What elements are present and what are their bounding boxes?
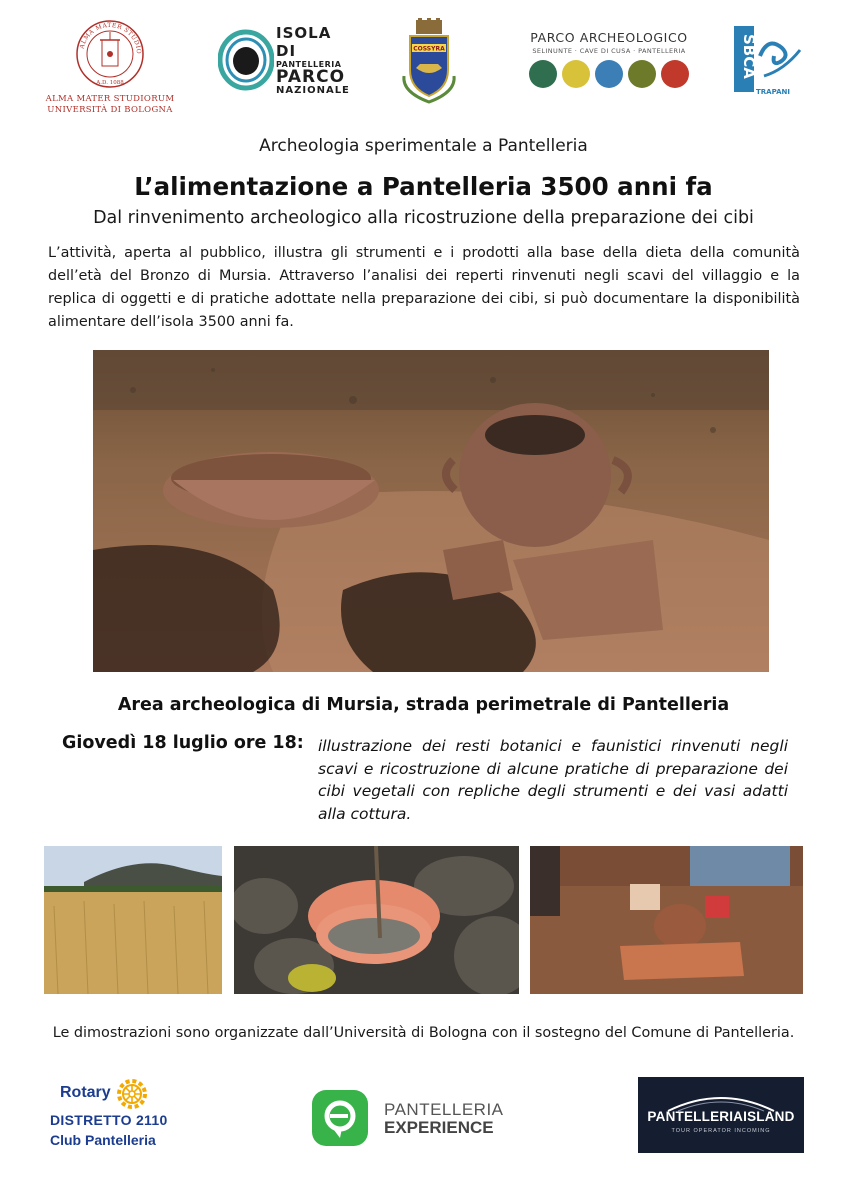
parco-emblem-icon	[529, 60, 557, 88]
event-location: Area archeologica di Mursia, strada perimetrale di Pantelleria	[117, 695, 730, 715]
sbca-trapani-logo	[734, 26, 804, 96]
parco-archeologico-subtitle: SELINUNTE · CAVE DI CUSA · PANTELLERIA	[532, 47, 686, 55]
parco-emblem-icon	[661, 60, 689, 88]
organizers-credits: Le dimostrazioni sono organizzate dall’Università di Bologna con il sostegno del Comune di Pantelleria.	[52, 1025, 795, 1041]
kicker-heading: Archeologia sperimentale a Pantelleria	[259, 136, 588, 156]
university-of-bologna-logo	[40, 18, 180, 118]
page-subtitle: Dal rinvenimento archeologico alla ricostruzione della preparazione dei cibi	[93, 208, 754, 228]
crest-icon	[400, 18, 458, 104]
rotary-name: Rotary	[60, 1084, 111, 1101]
parco-nazionale-line-4: NAZIONALE	[276, 85, 350, 96]
event-date: Giovedì 18 luglio ore 18:	[62, 733, 304, 753]
pantelleria-island-logo	[638, 1077, 804, 1153]
cossyra-crest-logo	[400, 18, 458, 104]
pantelleria-experience-logo	[312, 1090, 512, 1146]
parco-emblem-icon	[628, 60, 656, 88]
event-description: illustrazione dei resti botanici e faunistici rinvenuti negli scavi e ricostruzione di alcune pratiche di preparazione dei cibi vegetali con repliche degli strumenti e dei vasi adatti alla cottura.	[318, 737, 788, 823]
svg-text:ALMA MATER STUDIORUM: ALMA MATER STUDIO	[78, 21, 143, 55]
parco-archeologico-logo	[516, 30, 702, 94]
parco-emblem-icon	[562, 60, 590, 88]
parco-nazionale-line-3: PARCO	[276, 67, 346, 87]
island-tagline: TOUR OPERATOR INCOMING	[671, 1128, 771, 1134]
photo-wheat-field	[44, 846, 222, 994]
rotary-district: DISTRETTO 2110	[50, 1112, 168, 1128]
page-title: L’alimentazione a Pantelleria 3500 anni fa	[134, 172, 713, 201]
rotary-wheel-icon	[116, 1078, 148, 1110]
photo-cooking-pan	[234, 846, 519, 994]
rotary-district-logo	[46, 1078, 176, 1152]
main-photo-bronze-age-pottery	[93, 350, 769, 672]
experience-line-1: PANTELLERIA	[384, 1100, 504, 1119]
sbca-emblem-icon	[734, 26, 804, 96]
rotary-club: Club Pantelleria	[50, 1132, 156, 1148]
parco-nazionale-line-2: PANTELLERIA	[276, 60, 342, 69]
svg-text:A.D. 1088: A.D. 1088	[96, 80, 124, 86]
island-name: PANTELLERIAISLAND	[647, 1109, 795, 1124]
island-swirl-icon	[218, 24, 274, 94]
intro-paragraph: L’attività, aperta al pubblico, illustra gli strumenti e i prodotti alla base della dieta della comunità dell’età del Bronzo di Mursia. Attraverso l’analisi dei reperti rinvenuti negli scavi del villaggio e la replica di oggetti e di pratiche adottate nella preparazione dei cibi, si può documentare la disponibilità alimentare dell’isola 3500 anni fa.	[48, 245, 800, 330]
unibo-line-2: UNIVERSITÀ DI BOLOGNA	[47, 105, 173, 115]
experience-line-2: EXPERIENCE	[384, 1118, 494, 1137]
sbca-sub: TRAPANI	[756, 88, 790, 96]
parco-archeologico-title: PARCO ARCHEOLOGICO	[530, 30, 688, 45]
parco-nazionale-pantelleria-logo	[218, 24, 348, 98]
photo-pottery-reconstruction	[530, 846, 803, 994]
sbca-text: SBCA	[740, 34, 758, 79]
parco-emblem-icon	[595, 60, 623, 88]
experience-app-icon	[312, 1090, 368, 1146]
unibo-line-1: ALMA MATER STUDIORUM	[45, 94, 175, 104]
crest-label: COSSYRA	[413, 45, 445, 53]
unibo-seal-icon	[74, 18, 146, 90]
parco-nazionale-line-1: ISOLA DI	[276, 24, 332, 60]
